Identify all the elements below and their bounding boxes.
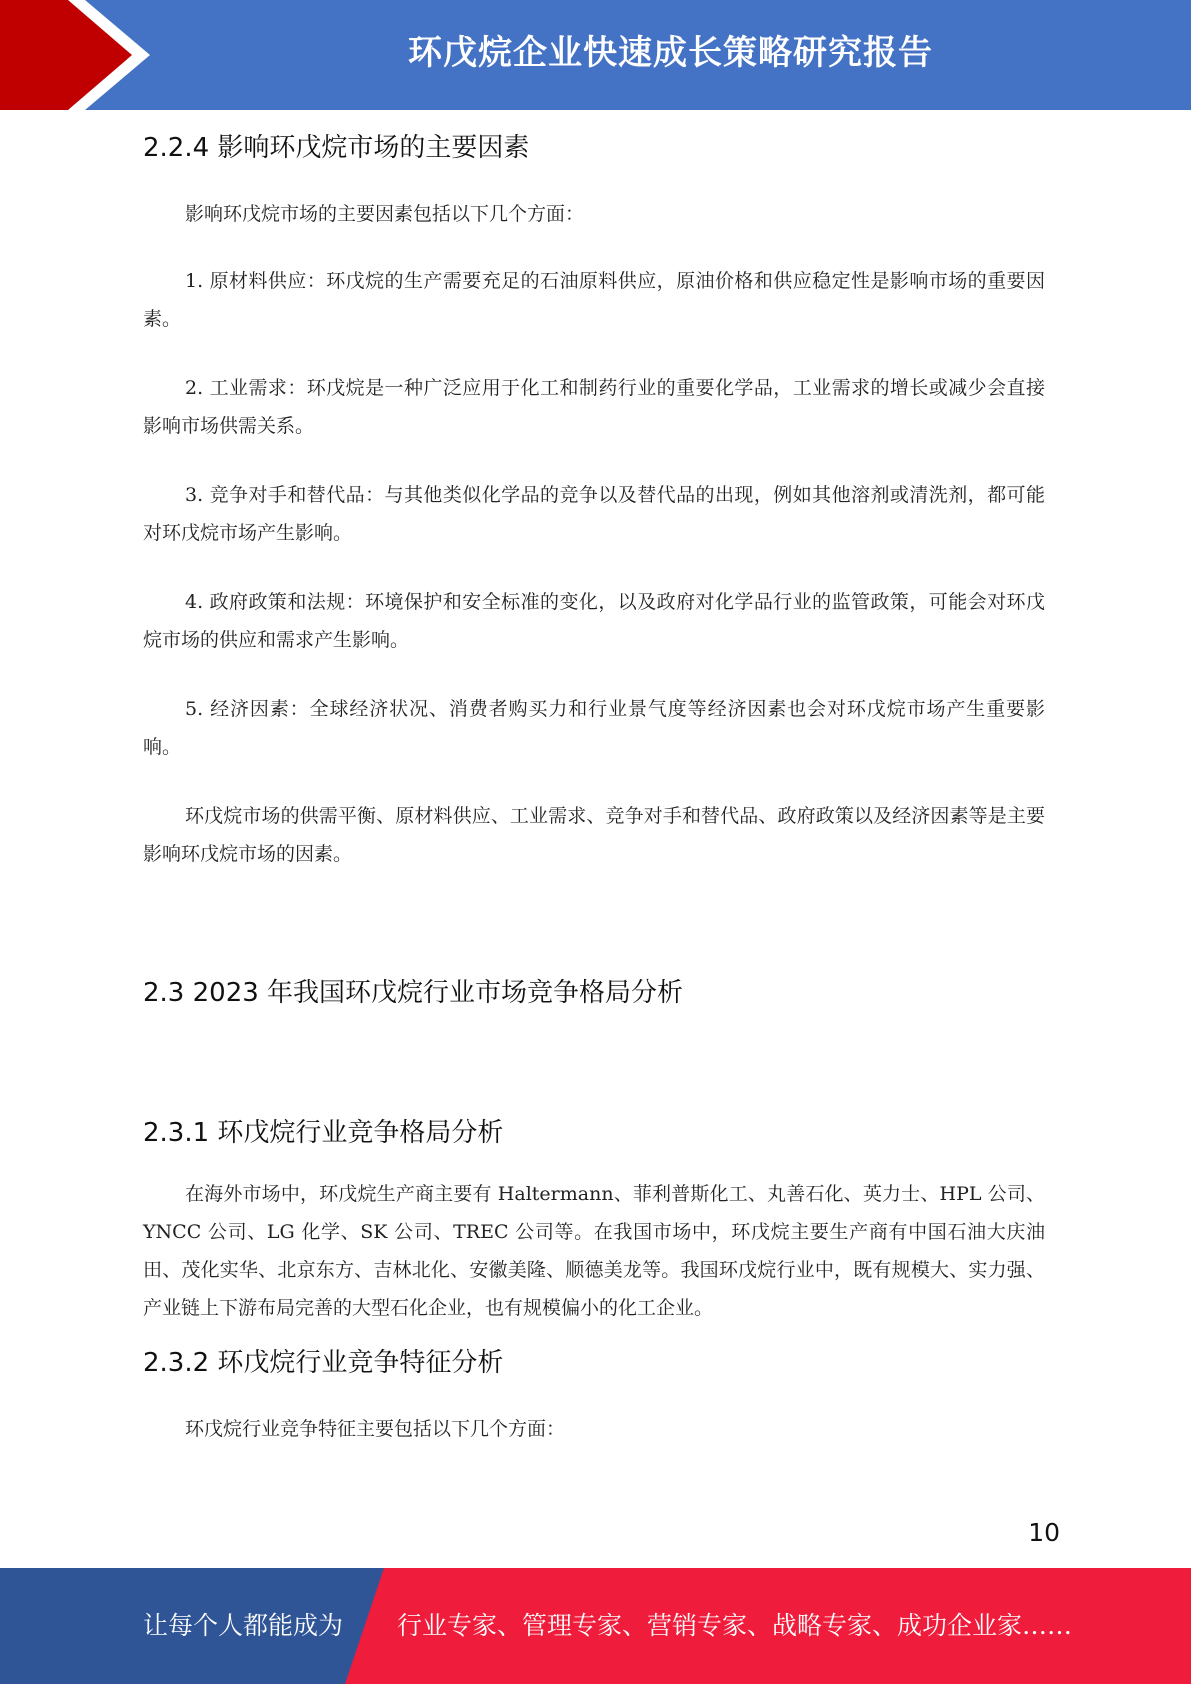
paragraph-summary: 环戊烷市场的供需平衡、原材料供应、工业需求、竞争对手和替代品、政府政策以及经济因素等是主要影响环戊烷市场的因素。 [143, 805, 1045, 865]
page-content [143, 130, 1045, 1448]
header-chevron-arrow [0, 0, 140, 110]
section-heading-2-3: 2.3 2023 年我国环戊烷行业市场竞争格局分析 [143, 978, 684, 1008]
section-heading-2-3-2: 2.3.2 环戊烷行业竞争特征分析 [143, 1348, 504, 1378]
page-header [0, 0, 1191, 110]
report-title: 环戊烷企业快速成长策略研究报告 [408, 33, 933, 73]
page-footer [0, 1568, 1191, 1684]
paragraph-intro: 影响环戊烷市场的主要因素包括以下几个方面： [185, 203, 585, 225]
page-number: 10 [1028, 1518, 1060, 1547]
paragraph-item-3: 3. 竞争对手和替代品：与其他类似化学品的竞争以及替代品的出现，例如其他溶剂或清洗剂，都可能对环戊烷市场产生影响。 [143, 484, 1045, 544]
paragraph-item-5: 5. 经济因素：全球经济状况、消费者购买力和行业景气度等经济因素也会对环戊烷市场产生重要影响。 [143, 698, 1045, 758]
section-heading-2-2-4: 2.2.4 影响环戊烷市场的主要因素 [143, 133, 530, 163]
paragraph-item-2: 2. 工业需求：环戊烷是一种广泛应用于化工和制药行业的重要化学品，工业需求的增长或减少会直接影响市场供需关系。 [143, 377, 1045, 437]
section-heading-2-3-1: 2.3.1 环戊烷行业竞争格局分析 [143, 1118, 504, 1148]
paragraph-competition-landscape: 在海外市场中，环戊烷生产商主要有 Haltermann、菲利普斯化工、丸善石化、英力士、HPL 公司、YNCC 公司、LG 化学、SK 公司、TREC 公司等。在我国市场中，环戊烷主要生产商有中国石油大庆油田、茂化实华、北京东方、吉林北化、安徽美隆、顺德美龙等。我国环戊烷行业中，既有规模大、实力强、产业链上下游布局完善的大型石化企业，也有规模偏小的化工企业。 [143, 1183, 1045, 1319]
footer-slogan-right: 行业专家、管理专家、营销专家、战略专家、成功企业家…… [397, 1611, 1073, 1640]
paragraph-item-1: 1. 原材料供应：环戊烷的生产需要充足的石油原料供应，原油价格和供应稳定性是影响市场的重要因素。 [143, 270, 1045, 330]
footer-slogan-left: 让每个人都能成为 [143, 1611, 344, 1640]
paragraph-item-4: 4. 政府政策和法规：环境保护和安全标准的变化，以及政府对化学品行业的监管政策，可能会对环戊烷市场的供应和需求产生影响。 [143, 591, 1045, 651]
paragraph-competition-features: 环戊烷行业竞争特征主要包括以下几个方面： [185, 1418, 566, 1440]
